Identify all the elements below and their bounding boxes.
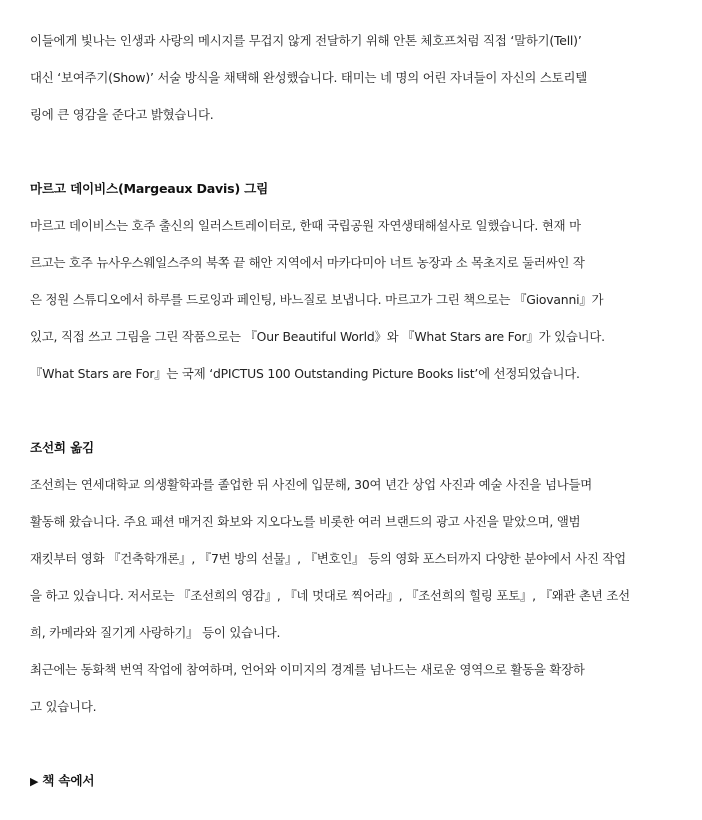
triangle-right-icon: ▶ — [30, 775, 39, 788]
illustrator-bio-line: 마르고 데이비스는 호주 출신의 일러스트레이터로, 한때 국립공원 자연생태해설사로 일했습니다. 현재 마 — [30, 218, 581, 233]
illustrator-bio-line: 『What Stars are For』는 국제 ‘dPICTUS 100 Outstanding Picture Books list’에 선정되었습니다. — [30, 366, 580, 381]
translator-bio-line: 최근에는 동화책 번역 작업에 참여하며, 언어와 이미지의 경계를 넘나드는 새로운 영역으로 활동을 확장하 — [30, 662, 585, 677]
translator-bio-line: 조선희는 연세대학교 의생활학과를 졸업한 뒤 사진에 입문해, 30여 년간 상업 사진과 예술 사진을 넘나들며 — [30, 477, 593, 492]
intro-line: 이들에게 빛나는 인생과 사랑의 메시지를 무겁지 않게 전달하기 위해 안톤 체호프처럼 직접 ‘말하기(Tell)’ — [30, 33, 582, 48]
intro-line: 링에 큰 영감을 준다고 밝혔습니다. — [30, 107, 214, 122]
illustrator-bio-line: 있고, 직접 쓰고 그림을 그린 작품으로는 『Our Beautiful World》와 『What Stars are For』가 있습니다. — [30, 329, 605, 344]
illustrator-bio-line: 은 정원 스튜디오에서 하루를 드로잉과 페인팅, 바느질로 보냅니다. 마르고가 그린 책으로는 『Giovanni』가 — [30, 292, 604, 307]
translator-heading: 조선희 옮김 — [30, 440, 95, 455]
intro-line: 대신 ‘보여주기(Show)’ 서술 방식을 채택해 완성했습니다. 태미는 네 명의 어린 자녀들이 자신의 스토리텔 — [30, 70, 587, 85]
translator-bio-line: 을 하고 있습니다. 저서로는 『조선희의 영감』, 『네 멋대로 찍어라』, 『조선희의 힐링 포토』, 『왜관 촌년 조선 — [30, 588, 630, 603]
translator-bio-line: 희, 카메라와 질기게 사랑하기』 등이 있습니다. — [30, 625, 281, 640]
translator-bio-line: 재킷부터 영화 『건축학개론』, 『7번 방의 선물』, 『변호인』 등의 영화 포스터까지 다양한 분야에서 사진 작업 — [30, 551, 626, 566]
illustrator-heading: 마르고 데이비스(Margeaux Davis) 그림 — [30, 181, 269, 196]
translator-bio-line: 고 있습니다. — [30, 699, 97, 714]
book-excerpt-heading: 책 속에서 — [42, 773, 95, 788]
book-excerpt-toggle[interactable] — [30, 772, 94, 791]
translator-bio-line: 활동해 왔습니다. 주요 패션 매거진 화보와 지오다노를 비롯한 여러 브랜드의 광고 사진을 맡았으며, 앨범 — [30, 514, 581, 529]
illustrator-bio-line: 르고는 호주 뉴사우스웨일스주의 북쪽 끝 해안 지역에서 마카다미아 너트 농장과 소 목초지로 둘러싸인 작 — [30, 255, 585, 270]
